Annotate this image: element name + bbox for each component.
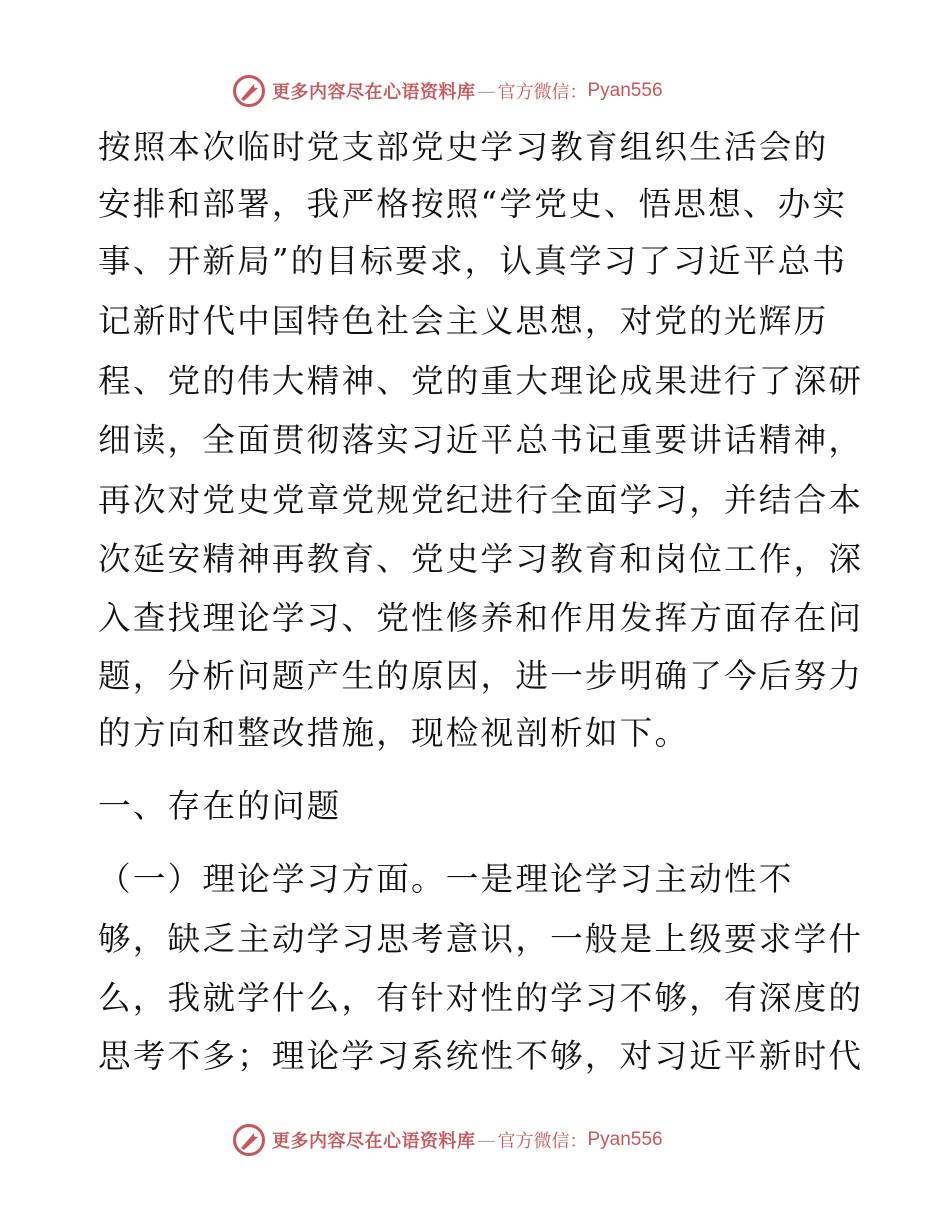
pen-nib-logo-icon (232, 1123, 266, 1157)
body-line: 题，分析问题产生的原因，进一步明确了今后努力 (98, 657, 864, 695)
body-line: 思考不多；理论学习系统性不够，对习近平新时代 (98, 1037, 864, 1075)
watermark-brand: 更多内容尽在心语资料库 (272, 82, 476, 103)
pen-nib-logo-icon (232, 74, 266, 108)
watermark-wechat-label: 官方微信： (497, 82, 588, 103)
body-line: 么，我就学什么，有针对性的学习不够，有深度的 (98, 979, 864, 1017)
watermark-wechat-id: Pyan556 (587, 80, 663, 101)
body-line: 记新时代中国特色社会主义思想，对党的光辉历 (98, 302, 829, 340)
watermark-wechat-id: Pyan556 (587, 1129, 663, 1150)
body-line: 次延安精神再教育、党史学习教育和岗位工作，深 (98, 540, 864, 578)
body-line: 事、开新局”的目标要求，认真学习了习近平总书 (98, 242, 848, 280)
body-line: 安排和部署，我严格按照“学党史、悟思想、办实 (98, 185, 848, 223)
body-line: 入查找理论学习、党性修养和作用发挥方面存在问 (98, 599, 864, 637)
body-line: 程、党的伟大精神、党的重大理论成果进行了深研 (98, 362, 864, 400)
body-line: 的方向和整改措施，现检视剖析如下。 (98, 714, 690, 752)
watermark-footer (232, 1123, 663, 1157)
watermark-separator: — (477, 80, 496, 102)
watermark-wechat-label: 官方微信： (497, 1131, 588, 1152)
body-line: 按照本次临时党支部党史学习教育组织生活会的 (98, 128, 829, 166)
watermark-separator: — (477, 1129, 496, 1151)
body-line: 再次对党史党章党规党纪进行全面学习，并结合本 (98, 481, 864, 519)
section-heading: 一、存在的问题 (98, 787, 342, 825)
body-line: 够，缺乏主动学习思考意识，一般是上级要求学什 (98, 920, 864, 958)
watermark-header (232, 74, 663, 108)
body-line: （一）理论学习方面。一是理论学习主动性不 (98, 860, 794, 898)
body-line: 细读，全面贯彻落实习近平总书记重要讲话精神， (98, 421, 864, 459)
watermark-brand: 更多内容尽在心语资料库 (272, 1131, 476, 1152)
